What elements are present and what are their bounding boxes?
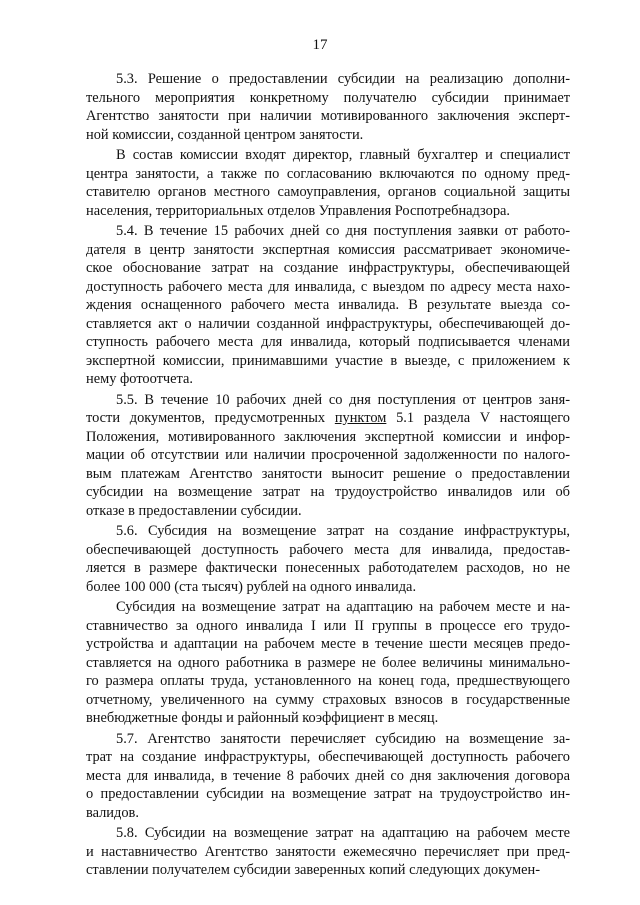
text-line: тости документов, предусмотренных пунктом 5.1 раздела V настоящего: [86, 410, 570, 426]
text-line: дателя в центр занятости экспертная комиссия рассматривает экономиче-: [86, 241, 570, 258]
paragraph-p-5-4: [86, 222, 570, 389]
text-line: центра занятости, а также по согласованию включаются по одному пред-: [86, 165, 570, 182]
text-line: валидов.: [86, 804, 139, 821]
text-line: 5.5. В течение 10 рабочих дней со дня поступления от центров заня-: [116, 391, 570, 408]
paragraph-p-5-7: [86, 730, 570, 823]
text-line: ставляется на одного работника в размере не более величины минимально-: [86, 654, 570, 671]
text-line: Положения, мотивированного заключения экспертной комиссии и инфор-: [86, 428, 570, 445]
text-line: обеспечивающей доступность рабочего места для инвалида, предостав-: [86, 541, 570, 558]
text-line: 5.7. Агентство занятости перечисляет субсидию на возмещение за-: [116, 730, 570, 747]
text-line: 5.3. Решение о предоставлении субсидии на реализацию дополни-: [116, 71, 570, 87]
text-line: более 100 000 (ста тысяч) рублей на одного инвалида.: [86, 578, 417, 595]
text-line: 5.6. Субсидия на возмещение затрат на создание инфраструктуры,: [116, 523, 570, 539]
document-body: [86, 70, 570, 880]
text-line: ставителю органов местного самоуправления, органов социальной защиты: [86, 184, 570, 200]
paragraph-p-5-8: [86, 824, 570, 880]
text-line: о предоставлении субсидии на возмещение затрат на трудоустройство ин-: [86, 786, 570, 802]
paragraph-p-5-6: [86, 522, 570, 596]
text-line: места для инвалида, в течение 8 рабочих дней со дня заключения договора: [86, 767, 570, 784]
text-line: ступность рабочего места для инвалида, который подписывается членами: [86, 334, 570, 350]
text-line: населения, территориальных отделов Управления Роспотребнадзора.: [86, 202, 511, 219]
paragraph-p-5-3: [86, 70, 570, 144]
text-line: вым платежам Агентство занятости выносит решение о предоставлении: [86, 465, 570, 482]
text-line: нему фотоотчета.: [86, 371, 193, 387]
text-line: устройства и адаптации на рабочем месте в течение шести месяцев предо-: [86, 636, 570, 652]
text-line: тельного мероприятия конкретному получателю субсидии принимает: [86, 89, 570, 106]
text-line: Агентство занятости при наличии мотивированного заключения эксперт-: [86, 108, 570, 124]
text-line: В состав комиссии входят директор, главный бухгалтер и специалист: [116, 147, 570, 163]
text-line: и наставничество Агентство занятости ежемесячно перечисляет при пред-: [86, 843, 570, 860]
text-line: го размера оплаты труда, установленного на конец года, предшествующего: [86, 673, 570, 689]
text-line: субсидии на возмещение затрат на трудоустройство инвалидов или об: [86, 484, 570, 500]
paragraph-p-5-5: [86, 391, 570, 521]
text-line: трат на создание инфраструктуры, обеспечивающей доступность рабочего: [86, 749, 570, 765]
text-line: внебюджетные фонды и районный коэффициент в месяц.: [86, 710, 439, 726]
text-line: 5.4. В течение 15 рабочих дней со дня поступления заявки от работо-: [116, 223, 570, 239]
text-line: отказе в предоставлении субсидии.: [86, 502, 302, 519]
paragraph-p-commission: [86, 146, 570, 220]
text-line: 5.8. Субсидии на возмещение затрат на адаптацию на рабочем месте: [116, 825, 570, 841]
text-line: Субсидия на возмещение затрат на адаптацию на рабочем месте и на-: [116, 599, 570, 615]
paragraph-p-adaptation: [86, 598, 570, 728]
text-line: ной комиссии, созданной центром занятости.: [86, 126, 364, 143]
text-line: отчетному, увеличенного на сумму страховых взносов в государственные: [86, 691, 570, 708]
text-line: экспертной комиссии, принимавшими участие в выезде, с приложением к: [86, 352, 570, 369]
text-line: ляется в размере фактически понесенных работодателем расходов, но не: [86, 560, 570, 576]
text-line: ждения оснащенного рабочего места инвалида. В результате выезда со-: [86, 297, 570, 313]
text-line: доступность рабочего места для инвалида, с выездом по адресу места нахо-: [86, 278, 570, 295]
text-line: ставляется акт о наличии созданной инфраструктуры, обеспечивающей до-: [86, 315, 570, 332]
text-line: ставничество за одного инвалида I или II группы в процессе его трудо-: [86, 617, 570, 634]
text-line: мации об отсутствии или наличии просроченной задолженности по налого-: [86, 447, 570, 463]
page-number: 17: [312, 37, 328, 53]
underlined-reference: пунктом: [334, 410, 387, 426]
text-line: ское обоснование затрат на создание инфраструктуры, обеспечивающей: [86, 260, 570, 276]
text-line: ставлении получателем субсидии заверенных копий следующих докумен-: [86, 862, 541, 878]
